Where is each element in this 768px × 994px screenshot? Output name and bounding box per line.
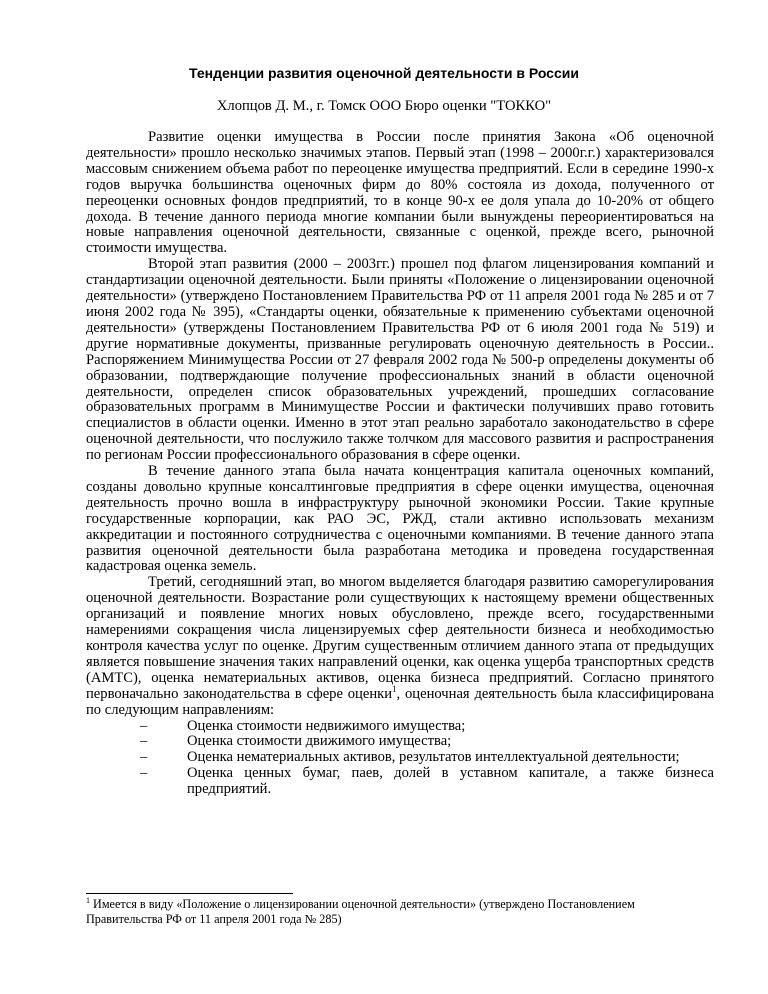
author-line: Хлопцов Д. М., г. Томск ООО Бюро оценки "ТОККО" (216, 98, 552, 114)
paragraph-3: В течение данного этапа была начата концентрация капитала оценочных компаний, созданы довольно крупные консалтинговые предприятия в сфере оценки имущества, оценочная деятельность прочно вошла в инфраструктуру рыночной экономики России. Такие крупные государственные корпорации, как РАО ЭС, РЖД, стали активно использовать механизм аккредитации и постоянного сотрудничества с оценочными компаниями. В течение данного этапа развития оценочной деятельности была разработана методика и проведена государственная кадастровая оценка земель. (86, 463, 714, 575)
footnote (86, 897, 714, 927)
list-marker: – (140, 717, 148, 734)
list-item (140, 765, 714, 798)
footnote-reference[interactable]: 1 (392, 683, 397, 694)
footnote-separator (86, 893, 293, 894)
list-item (140, 733, 714, 750)
list-item-text: Оценка стоимости движимого имущества; (187, 733, 452, 750)
paragraph-4-text-end: , оценочная деятельность была классифицирована по следующим направлениям: (86, 685, 714, 718)
list-marker: – (140, 733, 148, 750)
paragraph-2: Второй этап развития (2000 – 2003гг.) прошел под флагом лицензирования компаний и стандартизации оценочной деятельности. Были приняты «Положение о лицензировании оценочной деятельности» (утверждено Постановлением Правительства РФ от 11 апреля 2001 года № 285 и от 7 июня 2002 года № 395), «Стандарты оценки, обязательные к применению субъектами оценочной деятельности» (утверждены Постановлением Правительства РФ от 6 июля 2001 года № 519) и другие нормативные документы, призванные регулировать оценочную деятельность в России.. Распоряжением Минимущества России от 27 февраля 2002 года № 500-р определены документы об образовании, подтверждающие получение профессиональных знаний в области оценочной деятельности, определен список образовательных учреждений, прошедших согласование образовательных программ в Минимуществе России и фактически получивших право готовить специалистов в области оценки. Именно в этот этап реально заработало законодательство в сфере оценочной деятельности, что послужило также толчком для массового развития и распространения по регионам России профессионального образования в сфере оценки. (86, 256, 714, 464)
footnote-text: Имеется в виду «Положение о лицензировании оценочной деятельности» (утверждено Постановлением Правительства РФ от 11 апреля 2001 года № 285) (86, 897, 635, 926)
paragraph-4 (86, 575, 714, 718)
paragraph-1: Развитие оценки имущества в России после принятия Закона «Об оценочной деятельности» прошло несколько значимых этапов. Первый этап (1998 – 2000г.г.) характеризовался массовым снижением объема работ по переоценке имущества предприятий. Если в середине 1990-х годов выручка большинства оценочных фирм до 80% состояла из дохода, полученного от переоценки основных фондов предприятий, то в конце 90-х ее доля упала до 10-20% от общего дохода. В течение данного периода многие компании были вынуждены переориентироваться на новые направления оценочной деятельности, связанные с оценкой, прежде всего, рыночной стоимости имущества. (86, 129, 714, 257)
list-item (140, 717, 714, 735)
document-body (86, 130, 714, 798)
list-item-text: Оценка ценных бумаг, паев, долей в уставном капитале, а также бизнеса предприятий. (187, 765, 714, 798)
footnote-number: 1 (86, 895, 90, 905)
classification-list (86, 719, 714, 799)
paragraph-4-text: Третий, сегодняшний этап, во многом выделяется благодаря развитию саморегулирования оценочной деятельности. Возрастание роли существующих к настоящему времени общественных организаций и появление многих новых обусловлено, прежде всего, государственными намерениями сокращения числа лицензируемых сфер деятельности бизнеса и необходимостью контроля качества услуг по оценке. Другим существенным отличием данного этапа от предыдущих является повышение значения таких направлений оценки, как оценка ущерба транспортных средств (АМТС), оценка нематериальных активов, оценка бизнеса предприятий. Согласно принятого первоначально законодательства в сфере оценки (86, 574, 714, 702)
list-item-text: Оценка стоимости недвижимого имущества; (187, 717, 466, 734)
list-marker: – (140, 765, 148, 782)
list-item-text: Оценка нематериальных активов, результатов интеллектуальной деятельности; (187, 749, 680, 766)
list-item (140, 749, 714, 766)
document-title: Тенденции развития оценочной деятельности в России (189, 65, 579, 81)
list-marker: – (140, 749, 148, 766)
